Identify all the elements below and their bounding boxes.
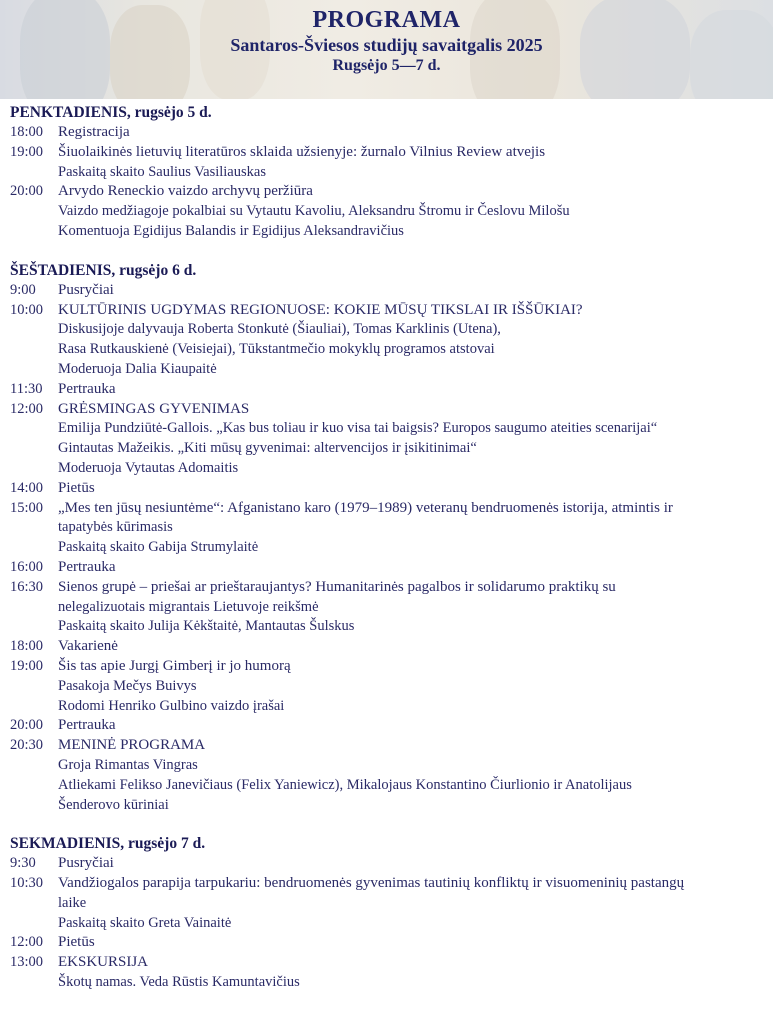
event-time: 20:30 [10, 737, 44, 754]
event-title: Vakarienė [58, 638, 118, 655]
day-section [10, 261, 765, 816]
day-title: PENKTADIENIS, rugsėjo 5 d. [10, 104, 212, 121]
event-title: Pusryčiai [58, 855, 114, 872]
event-time: 12:00 [10, 934, 44, 951]
event-title: Pertrauka [58, 717, 116, 734]
event-details [58, 736, 765, 815]
event-title: Pertrauka [58, 558, 116, 575]
schedule-event [10, 558, 765, 578]
event-detail-line: Paskaitą skaito Gabija Strumylaitė [58, 539, 259, 556]
event-details [58, 558, 765, 578]
schedule-event [10, 933, 765, 953]
event-detail-line: Groja Rimantas Vingras [58, 756, 198, 773]
event-detail-line: Paskaitą skaito Saulius Vasiliauskas [58, 163, 266, 180]
event-detail-line: Vaizdo medžiagoje pokalbiai su Vytautu Kavoliu, Aleksandru Štromu ir Česlovu Milošu [58, 203, 570, 220]
event-time: 16:00 [10, 558, 44, 575]
schedule-event [10, 637, 765, 657]
event-time: 9:30 [10, 855, 36, 872]
event-time: 20:00 [10, 717, 44, 734]
event-details [58, 854, 765, 874]
event-title: Šis tas apie Jurgį Gimberį ir jo humorą [58, 657, 291, 674]
event-detail-line: tapatybės kūrimasis [58, 519, 173, 536]
schedule-event [10, 953, 765, 993]
event-time: 10:30 [10, 875, 44, 892]
schedule-event [10, 143, 765, 183]
event-details [58, 716, 765, 736]
event-time: 9:00 [10, 281, 36, 298]
event-title: Arvydo Reneckio vaizdo archyvų peržiūra [58, 183, 313, 200]
schedule-event [10, 479, 765, 499]
event-detail-line: Gintautas Mažeikis. „Kiti mūsų gyvenimai: altervencijos ir įsikitinimai“ [58, 440, 477, 457]
event-title: Pietūs [58, 934, 95, 951]
event-title: EKSKURSIJA [58, 954, 149, 971]
event-details [58, 281, 765, 301]
event-time: 13:00 [10, 954, 44, 971]
event-details [58, 301, 765, 380]
event-detail-line: Moderuoja Dalia Kiaupaitė [58, 360, 217, 377]
schedule-event [10, 578, 765, 637]
schedule-event [10, 301, 765, 380]
schedule-event [10, 182, 765, 241]
schedule-event [10, 716, 765, 736]
event-details [58, 953, 765, 993]
event-detail-line: nelegalizuotais migrantais Lietuvoje reikšmė [58, 598, 319, 615]
event-time: 20:00 [10, 183, 44, 200]
event-details [58, 123, 765, 143]
schedule-event [10, 499, 765, 558]
event-time: 14:00 [10, 479, 44, 496]
event-detail-line: Rasa Rutkauskienė (Veisiejai), Tūkstantmečio mokyklų programos atstovai [58, 341, 495, 358]
event-title: MENINĖ PROGRAMA [58, 737, 206, 754]
event-time: 18:00 [10, 638, 44, 655]
event-details [58, 933, 765, 953]
event-details [58, 637, 765, 657]
page-subtitle: Santaros-Šviesos studijų savaitgalis 2025 [230, 35, 543, 55]
header-banner [0, 0, 773, 99]
event-details [58, 578, 765, 637]
event-time: 19:00 [10, 143, 44, 160]
event-time: 12:00 [10, 400, 44, 417]
day-title: ŠEŠTADIENIS, rugsėjo 6 d. [10, 261, 197, 279]
event-title: Šiuolaikinės lietuvių literatūros sklaida užsienyje: žurnalo Vilnius Review atvejis [58, 143, 546, 160]
day-section [10, 834, 765, 993]
event-detail-line: Paskaitą skaito Greta Vainaitė [58, 914, 232, 931]
schedule-event [10, 281, 765, 301]
event-detail-line: Diskusijoje dalyvauja Roberta Stonkutė (Šiauliai), Tomas Karklinis (Utena), [58, 321, 501, 338]
event-title: Pertrauka [58, 380, 116, 397]
event-detail-line: laike [58, 894, 87, 911]
event-details [58, 479, 765, 499]
program-schedule [10, 103, 765, 1012]
event-detail-line: Pasakoja Mečys Buivys [58, 677, 197, 694]
event-detail-line: Komentuoja Egidijus Balandis ir Egidijus Aleksandravičius [58, 222, 404, 239]
schedule-event [10, 123, 765, 143]
event-detail-line: Rodomi Henriko Gulbino vaizdo įrašai [58, 697, 285, 714]
event-detail-line: Moderuoja Vytautas Adomaitis [58, 459, 239, 476]
event-title: Pusryčiai [58, 281, 114, 298]
event-title: Pietūs [58, 479, 95, 496]
event-title: Vandžiogalos parapija tarpukariu: bendruomenės gyvenimas tautinių konfliktų ir visuomeninių pastangų [58, 875, 685, 892]
event-title: KULTŪRINIS UGDYMAS REGIONUOSE: KOKIE MŪSŲ TIKSLAI IR IŠŠŪKIAI? [58, 301, 583, 318]
event-detail-line: Paskaitą skaito Julija Kėkštaitė, Mantautas Šulskus [58, 618, 355, 635]
event-time: 19:00 [10, 657, 44, 674]
page-dates: Rugsėjo 5—7 d. [332, 57, 441, 74]
event-details [58, 874, 765, 933]
schedule-event [10, 657, 765, 716]
schedule-event [10, 874, 765, 933]
schedule-event [10, 380, 765, 400]
day-section [10, 103, 765, 242]
schedule-event [10, 400, 765, 479]
event-time: 18:00 [10, 124, 44, 140]
schedule-event [10, 854, 765, 874]
event-details [58, 499, 765, 558]
page-title: PROGRAMA [312, 7, 461, 33]
event-title: „Mes ten jūsų nesiuntėme“: Afganistano karo (1979–1989) veteranų bendruomenės istorija, atmintis ir [58, 499, 673, 516]
event-detail-line: Atliekami Felikso Janevičiaus (Felix Yaniewicz), Mikalojaus Konstantino Čiurlionio ir Anatolijaus [58, 776, 632, 793]
schedule-event [10, 736, 765, 815]
event-details [58, 182, 765, 241]
event-details [58, 380, 765, 400]
event-time: 10:00 [10, 301, 44, 318]
event-detail-line: Šenderovo kūriniai [58, 796, 169, 813]
event-detail-line: Škotų namas. Veda Rūstis Kamuntavičius [58, 974, 300, 991]
event-title: Registracija [58, 124, 130, 140]
event-detail-line: Emilija Pundziūtė-Gallois. „Kas bus toliau ir kuo visa tai baigsis? Europos saugumo ateities scenarijai“ [58, 420, 658, 437]
event-details [58, 400, 765, 479]
header-text [0, 6, 773, 76]
event-title: Sienos grupė – priešai ar prieštaraujantys? Humanitarinės pagalbos ir solidarumo praktikų su [58, 578, 616, 595]
event-time: 16:30 [10, 578, 44, 595]
event-details [58, 143, 765, 183]
event-time: 11:30 [10, 380, 43, 397]
event-time: 15:00 [10, 499, 44, 516]
event-details [58, 657, 765, 716]
event-title: GRĖSMINGAS GYVENIMAS [58, 400, 250, 417]
day-title: SEKMADIENIS, rugsėjo 7 d. [10, 835, 206, 853]
